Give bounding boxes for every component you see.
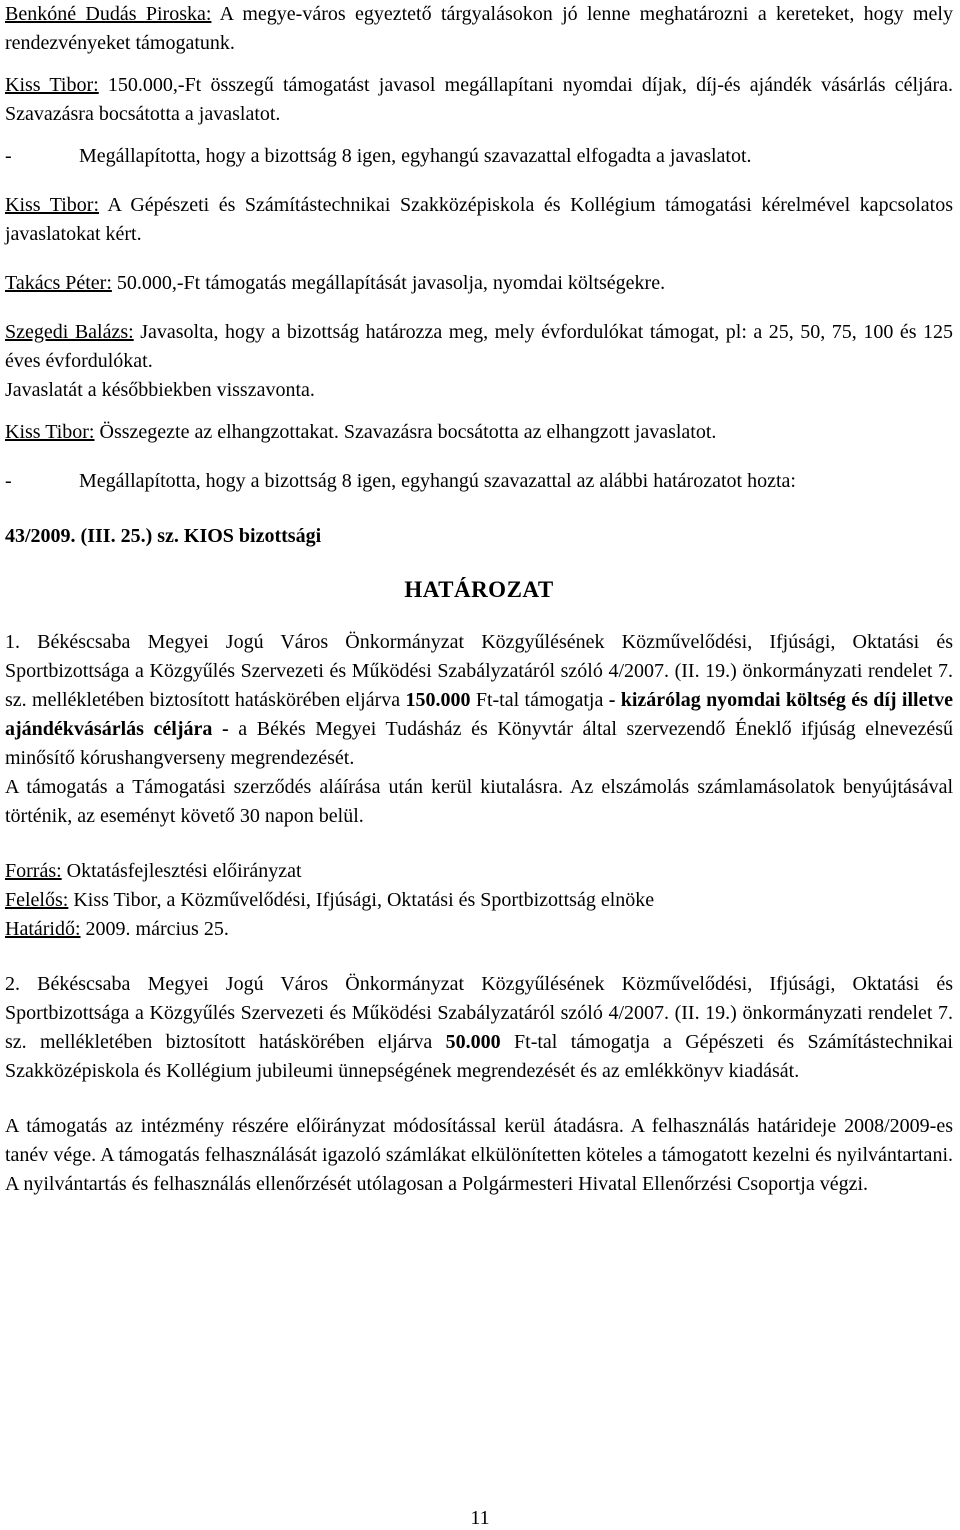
speaker-name: Szegedi Balázs:	[5, 321, 134, 343]
speaker-name: Kiss Tibor:	[5, 421, 95, 443]
source-value: Oktatásfejlesztési előirányzat	[61, 860, 302, 882]
speaker-name: Takács Péter:	[5, 272, 112, 294]
bullet-dash: -	[5, 470, 12, 492]
decision-bullet-2	[5, 467, 953, 496]
deadline-line	[5, 915, 953, 944]
responsible-value: Kiss Tibor, a Közművelődési, Ifjúsági, Oktatási és Sportbizottság elnöke	[68, 889, 655, 911]
responsible-line	[5, 886, 953, 915]
paragraph-text: Javasolta, hogy a bizottság határozza meg, mely évfordulókat támogat, pl: a 25, 50, 75, 100 és 125 éves évfordulókat.	[5, 321, 953, 372]
paragraph-takacs	[5, 269, 953, 298]
paragraph-szegedi	[5, 318, 953, 376]
paragraph-text: 150.000,-Ft összegű támogatást javasol megállapítani nyomdai díjak, díj-és ajándék vásárlás céljára. Szavazásra bocsátotta a javaslatot.	[5, 74, 953, 125]
decision-bullet-1	[5, 142, 953, 171]
resolution-item-1-settlement: A támogatás a Támogatási szerződés aláírása után kerül kiutalásra. Az elszámolás számlamásolatok benyújtásával történik, az eseményt követő 30 napon belül.	[5, 776, 953, 827]
resolution-item-2	[5, 970, 953, 1086]
item-text: Ft-tal támogatja a Gépészeti és Számítástechnikai Szakközépiskola és Kollégium jubileumi ünnepségének megrendezését és az emlékkönyv kiadását.	[5, 1031, 953, 1082]
paragraph-final: A támogatás az intézmény részére előirányzat módosítással kerül átadásra. A felhasználás határideje 2008/2009-es tanév vége. A támogatás felhasználását igazoló számlákat elkülönítetten köteles a támogatott kezelni és nyilvántartani. A nyilvántartás és felhasználás ellenőrzését utólagosan a Polgármesteri Hivatal Ellenőrzési Csoportja végzi.	[5, 1115, 953, 1195]
speaker-name: Benkóné Dudás Piroska:	[5, 3, 212, 25]
source-line	[5, 857, 953, 886]
paragraph-text: Összegezte az elhangzottakat. Szavazásra bocsátotta az elhangzott javaslatot.	[94, 421, 717, 443]
document-page	[5, 0, 953, 1199]
item-text: 2. Békéscsaba Megyei Jogú Város Önkormányzat Közgyűlésének Közművelődési, Ifjúsági, Oktatási és Sportbizottsága a Közgyűlés Szervezeti és Működési Szabályzatáról szóló 4/2007. (II. 19.) önkormányzati rendelet 7. sz. mellékletében biztosított hatáskörében eljárva	[5, 973, 953, 1053]
resolution-title: HATÁROZAT	[404, 577, 554, 602]
item-text: 1. Békéscsaba Megyei Jogú Város Önkormányzat Közgyűlésének Közművelődési, Ifjúsági, Oktatási és Sportbizottsága a Közgyűlés Szervezeti és Működési Szabályzatáról szóló 4/2007. (II. 19.) önkormányzati rendelet 7. sz. mellékletében biztosított hatáskörében eljárva	[5, 631, 953, 711]
paragraph-szegedi-withdrawn: Javaslatát a későbbiekben visszavonta.	[5, 379, 315, 401]
support-amount: 150.000	[405, 689, 471, 711]
purpose-restriction: - kizárólag nyomdai költség és díj illetve ajándékvásárlás céljára -	[5, 689, 953, 740]
bullet-text: Megállapította, hogy a bizottság 8 igen, egyhangú szavazattal elfogadta a javaslatot.	[79, 145, 752, 167]
speaker-name: Kiss Tibor:	[5, 194, 100, 216]
source-label: Forrás:	[5, 860, 62, 882]
paragraph-piroska	[5, 0, 953, 58]
paragraph-text: A megye-város egyeztető tárgyalásokon jó lenne meghatározni a kereteket, hogy mely rendezvényeket támogatunk.	[5, 3, 953, 54]
paragraph-kiss-1	[5, 71, 953, 129]
paragraph-kiss-3	[5, 418, 953, 447]
bullet-text: Megállapította, hogy a bizottság 8 igen, egyhangú szavazattal az alábbi határozatot hozta:	[79, 470, 796, 492]
speaker-name: Kiss Tibor:	[5, 74, 99, 96]
page-number: 11	[470, 1507, 490, 1529]
item-text: Ft-tal támogatja	[470, 689, 609, 711]
item-text: a Békés Megyei Tudásház és Könyvtár által szervezendő Éneklő ifjúság elnevezésű minősítő kórushangverseny megrendezését.	[5, 718, 954, 769]
paragraph-text: A Gépészeti és Számítástechnikai Szakközépiskola és Kollégium támogatási kérelmével kapcsolatos javaslatokat kért.	[5, 194, 953, 245]
responsible-label: Felelős:	[5, 889, 69, 911]
paragraph-text: 50.000,-Ft támogatás megállapítását javasolja, nyomdai költségekre.	[111, 272, 666, 294]
paragraph-kiss-2	[5, 191, 953, 249]
deadline-label: Határidő:	[5, 918, 81, 940]
deadline-value: 2009. március 25.	[80, 918, 229, 940]
support-amount: 50.000	[445, 1031, 501, 1053]
resolution-number: 43/2009. (III. 25.) sz. KIOS bizottsági	[5, 525, 322, 547]
bullet-dash: -	[5, 145, 12, 167]
resolution-item-1	[5, 628, 953, 773]
